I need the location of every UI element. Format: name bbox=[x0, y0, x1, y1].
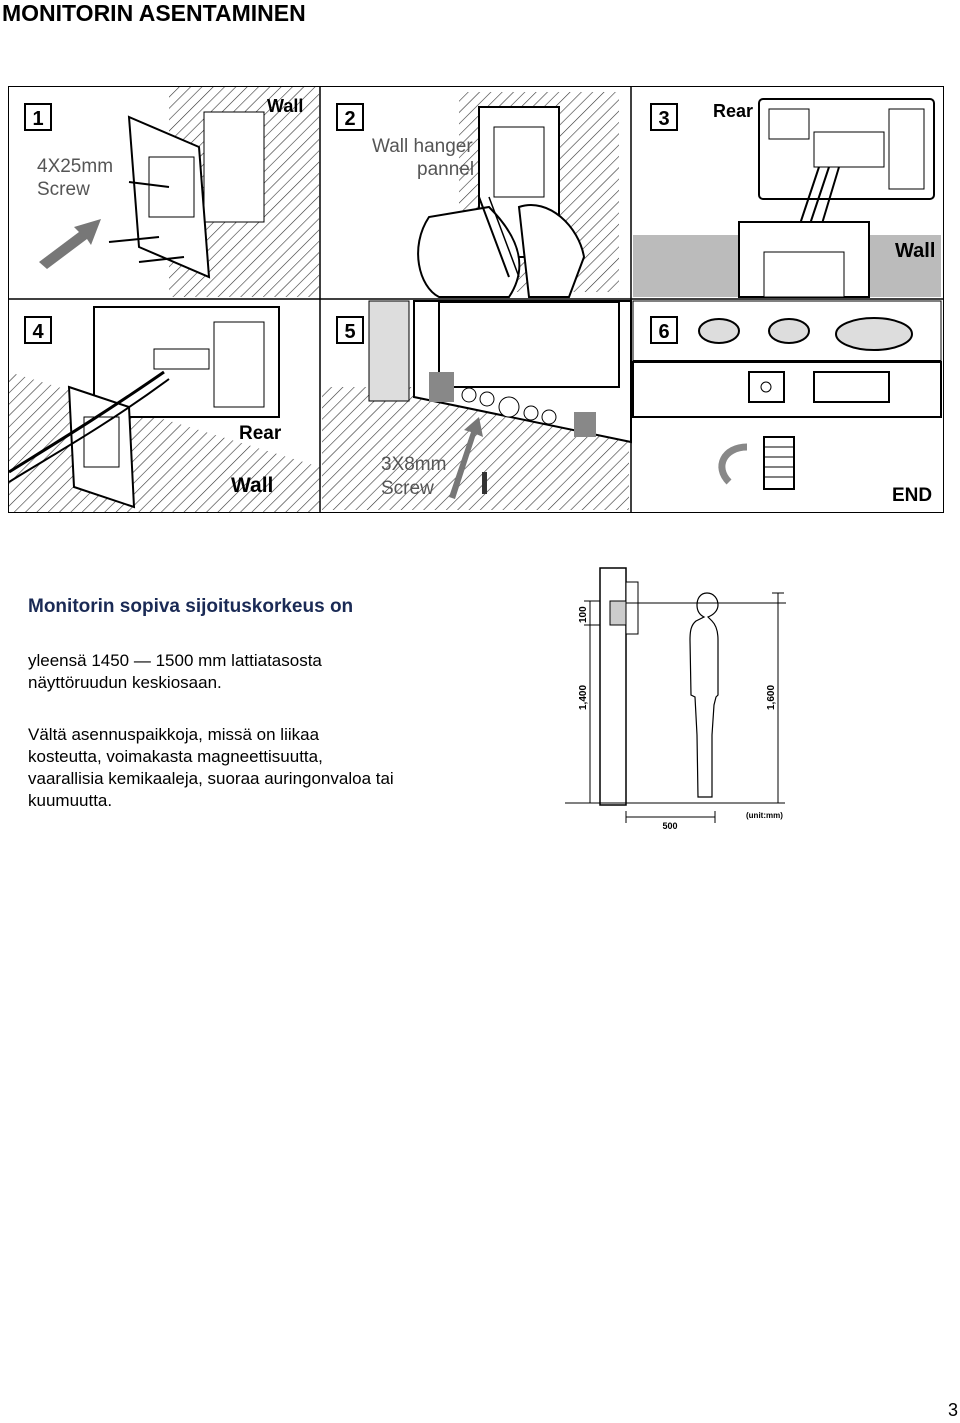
paragraph-height-line: yleensä 1450 — 1500 mm lattiatasosta bbox=[28, 651, 322, 670]
step-2-panel bbox=[337, 92, 619, 297]
step-1-label-screw: Screw bbox=[37, 179, 90, 200]
step-3-label-rear: Rear bbox=[713, 101, 754, 121]
step-5-label-size: 3X8mm bbox=[381, 454, 447, 475]
paragraph-avoid-line: kosteutta, voimakasta magneettisuutta, bbox=[28, 747, 323, 766]
paragraph-avoid-line: kuumuutta. bbox=[28, 791, 113, 810]
installation-steps-figure bbox=[8, 86, 944, 513]
paragraph-height-line: näyttöruudun keskiosaan. bbox=[28, 673, 222, 692]
height-diagram bbox=[560, 565, 800, 840]
step-6-label-end: END bbox=[892, 485, 933, 506]
paragraph-avoid-line: vaarallisia kemikaaleja, suoraa auringonvaloa tai bbox=[28, 769, 394, 788]
step-6-number: 6 bbox=[658, 321, 670, 343]
dim-person-label: 1,600 bbox=[766, 684, 777, 710]
page-number: 3 bbox=[947, 1400, 958, 1420]
dim-distance-label: 500 bbox=[662, 821, 678, 831]
step-6-panel bbox=[633, 301, 941, 506]
step-5-panel bbox=[322, 301, 631, 510]
step-4-panel bbox=[9, 307, 320, 512]
paragraph-height bbox=[28, 650, 548, 694]
dim-top-label: 100 bbox=[578, 606, 589, 623]
paragraph-avoid bbox=[28, 724, 568, 812]
unit-label: (unit:mm) bbox=[746, 811, 783, 820]
section-heading: Monitorin sopiva sijoituskorkeus on bbox=[28, 596, 354, 617]
step-2-number: 2 bbox=[344, 108, 356, 130]
step-3-panel bbox=[633, 99, 941, 297]
step-2-label-pannel: pannel bbox=[417, 159, 475, 180]
dim-mount-label: 1,400 bbox=[578, 684, 589, 710]
step-1-number: 1 bbox=[32, 108, 44, 130]
step-2-label-hanger: Wall hanger bbox=[372, 136, 473, 157]
step-1-label-size: 4X25mm bbox=[37, 156, 114, 177]
step-4-label-wall: Wall bbox=[231, 474, 274, 497]
step-4-label-rear: Rear bbox=[239, 423, 282, 444]
step-5-label-screw: Screw bbox=[381, 478, 434, 499]
step-1-panel bbox=[25, 87, 319, 297]
step-1-label-wall: Wall bbox=[267, 96, 304, 116]
page-title: MONITORIN ASENTAMINEN bbox=[2, 0, 306, 26]
step-3-label-wall: Wall bbox=[895, 240, 936, 262]
step-3-number: 3 bbox=[658, 108, 670, 130]
step-4-number: 4 bbox=[32, 321, 44, 343]
paragraph-avoid-line: Vältä asennuspaikkoja, missä on liikaa bbox=[28, 725, 320, 744]
step-5-number: 5 bbox=[344, 321, 356, 343]
